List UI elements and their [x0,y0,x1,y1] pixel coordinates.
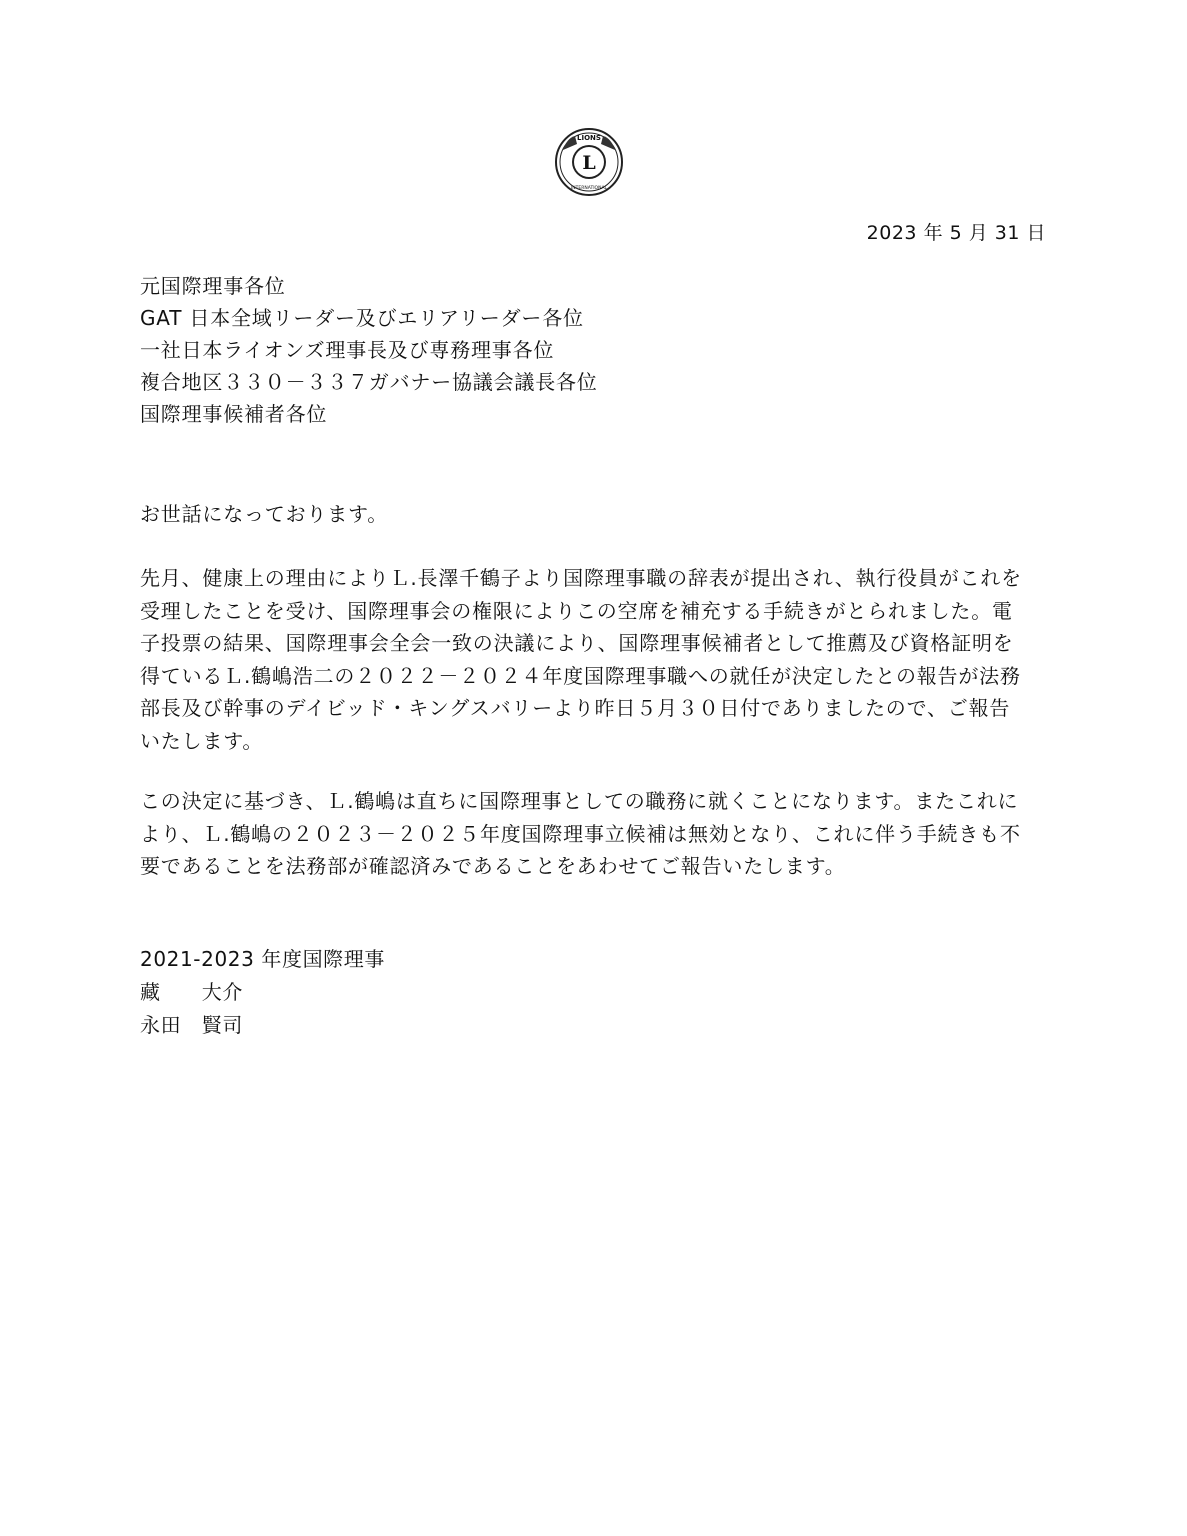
logo-bottom-text: INTERNATIONAL [570,186,608,191]
recipient-line: 一社日本ライオンズ理事長及び専務理事各位 [140,338,555,362]
recipient-line: GAT 日本全域リーダー及びエリアリーダー各位 [140,306,584,330]
recipient-line: 複合地区３３０－３３７ガバナー協議会議長各位 [140,370,598,394]
svg-text:L: L [582,152,596,174]
letter-date: 2023 年 5 月 31 日 [866,222,1046,244]
signature-title: 2021-2023 年度国際理事 [140,947,385,971]
paragraph-line: 部長及び幹事のデイビッド・キングスバリーより昨日５月３０日付でありましたので、ご報告 [140,696,1011,721]
paragraph-line: より、Ｌ.鶴嶋の２０２３－２０２５年度国際理事立候補は無効となり、これに伴う手続きも不 [140,821,1021,846]
logo-top-text: LIONS [577,134,601,142]
paragraph-line: 子投票の結果、国際理事会全会一致の決議により、国際理事候補者として推薦及び資格証明を [140,631,1014,656]
paragraph-line: この決定に基づき、Ｌ.鶴嶋は直ちに国際理事としての職務に就くことになります。またこれに [140,789,1019,813]
greeting: お世話になっております。 [140,502,388,526]
paragraph-line: 得ているＬ.鶴嶋浩二の２０２２－２０２４年度国際理事職への就任が決定したとの報告が法務 [140,663,1021,688]
body-paragraph-1 [140,562,1050,758]
body-paragraph-2 [140,785,1050,883]
signer-name: 永田 賢司 [140,1013,243,1037]
paragraph-line: 受理したことを受け、国際理事会の権限によりこの空席を補充する手続きがとられました。電 [140,598,1013,623]
recipient-line: 元国際理事各位 [140,274,286,298]
recipient-line: 国際理事候補者各位 [140,402,328,426]
paragraph-line: 先月、健康上の理由によりＬ.長澤千鶴子より国際理事職の辞表が提出され、執行役員がこれを [140,566,1022,590]
recipient-list [140,270,598,430]
lions-emblem-icon [553,126,625,198]
paragraph-line: いたします。 [140,728,264,753]
paragraph-line: 要であることを法務部が確認済みであることをあわせてご報告いたします。 [140,854,846,879]
signature-block [140,943,385,1042]
signer-name: 藏 大介 [140,980,243,1004]
